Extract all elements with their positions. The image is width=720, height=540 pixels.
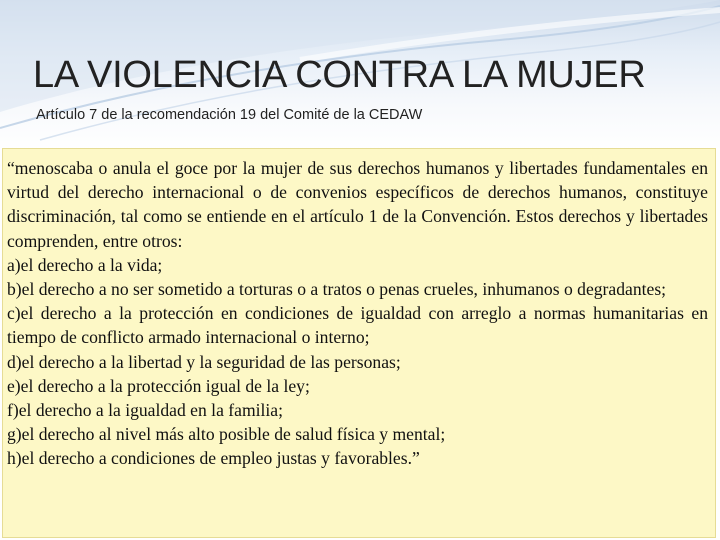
list-item: e)el derecho a la protección igual de la ley;: [7, 375, 310, 396]
quote-intro: “menoscaba o anula el goce por la mujer de sus derechos humanos y libertades fundamentales en virtud del derecho internacional o de convenios específicos de derechos humanos, constituye discriminación, tal como se entiende en el artículo 1 de la Convención. Estos derechos y libertades comprenden, entre otros:: [7, 158, 708, 251]
slide-subtitle: Artículo 7 de la recomendación 19 del Comité de la CEDAW: [36, 107, 423, 123]
list-item: g)el derecho al nivel más alto posible de salud física y mental;: [7, 424, 446, 445]
slide-title: LA VIOLENCIA CONTRA LA MUJER: [33, 54, 646, 96]
list-item: b)el derecho a no ser sometido a torturas o a tratos o penas crueles, inhumanos o degradantes;: [7, 279, 667, 300]
list-item: h)el derecho a condiciones de empleo justas y favorables.”: [7, 448, 420, 469]
quote-text: [7, 156, 708, 471]
list-item: c)el derecho a la protección en condiciones de igualdad con arreglo a normas humanitarias en tiempo de conflicto armado internacional o interno;: [7, 303, 708, 348]
list-item: f)el derecho a la igualdad en la familia;: [7, 400, 283, 421]
list-item: d)el derecho a la libertad y la seguridad de las personas;: [7, 351, 401, 372]
list-item: a)el derecho a la vida;: [7, 254, 163, 275]
